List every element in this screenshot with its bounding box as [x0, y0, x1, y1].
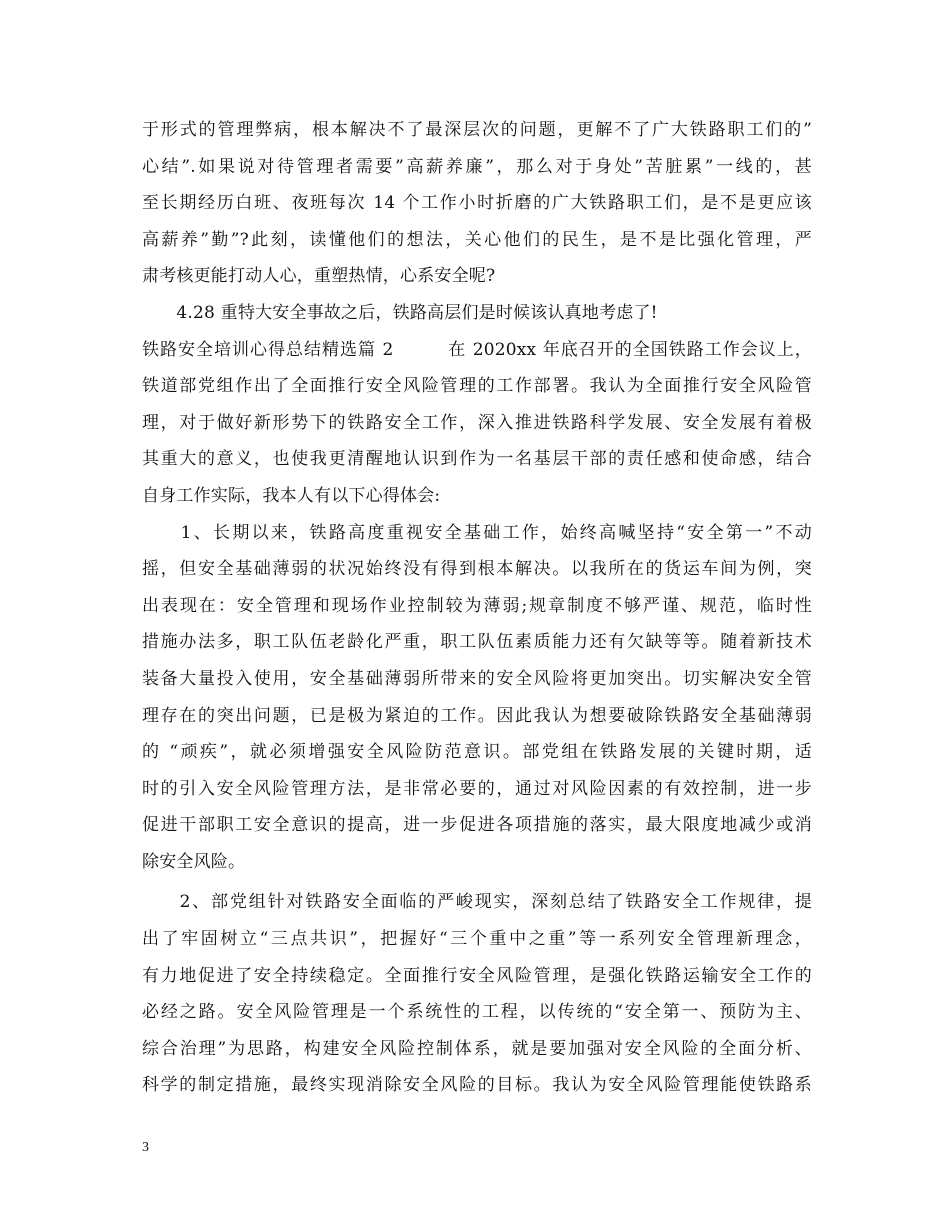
text-line: 铁道部党组作出了全面推行安全风险管理的工作部署。我认为全面推行安全风险管: [142, 376, 812, 397]
text-line: 4.28 重特大安全事故之后，铁路高层们是时候该认真地考虑了!: [142, 302, 658, 323]
text-line: 促进干部职工安全意识的提高，进一步促进各项措施的落实，最大限度地减少或消: [142, 815, 812, 836]
text-line: 肃考核更能打动人心，重塑热情，心系安全呢?: [142, 266, 496, 287]
text-line: 科学的制定措施，最终实现消除安全风险的目标。我认为安全风险管理能使铁路系: [142, 1075, 812, 1096]
text-line: 装备大量投入使用，安全基础薄弱所带来的安全风险将更加突出。切实解决安全管: [142, 668, 812, 689]
text-line: 时的引入安全风险管理方法，是非常必要的，通过对风险因素的有效控制，进一步: [142, 778, 812, 799]
text-line: 心结”.如果说对待管理者需要”高薪养廉”，那么对于身处”苦脏累”一线的，甚: [142, 156, 812, 177]
text-line: 理，对于做好新形势下的铁路安全工作，深入推进铁路科学发展、安全发展有着极: [142, 412, 812, 433]
text-line: 措施办法多，职工队伍老龄化严重，职工队伍素质能力还有欠缺等等。随着新技术: [142, 632, 812, 653]
section-paragraph: [142, 332, 812, 515]
paragraph: [142, 515, 812, 881]
paragraph: [142, 112, 812, 295]
text-line: 自身工作实际，我本人有以下心得体会:: [142, 485, 441, 506]
text-line: 出了牢固树立“三点共识”，把握好“三个重中之重”等一系列安全管理新理念，: [142, 929, 812, 950]
text-line: 其重大的意义，也使我更清醒地认识到作为一名基层干部的责任感和使命感，结合: [142, 449, 812, 470]
document-body: [142, 112, 812, 1104]
text-line: 除安全风险。: [142, 851, 246, 872]
text-line: 必经之路。安全风险管理是一个系统性的工程，以传统的“安全第一、预防为主、: [142, 1002, 812, 1023]
text-line: 至长期经历白班、夜班每次 14 个工作小时折磨的广大铁路职工们，是不是更应该: [142, 193, 812, 214]
text-line: 的 “顽疾”，就必须增强安全风险防范意识。部党组在铁路发展的关键时期，适: [142, 742, 812, 763]
text-line: 于形式的管理弊病，根本解决不了最深层次的问题，更解不了广大铁路职工们的”: [142, 120, 812, 140]
paragraph: [142, 884, 812, 1104]
text-line: 1、长期以来，铁路高度重视安全基础工作，始终高喊坚持“安全第一”不动: [142, 522, 812, 543]
section-heading-line: 铁路安全培训心得总结精选篇 2 在 2020xx 年底召开的全国铁路工作会议上，: [142, 339, 812, 360]
text-line: 理存在的突出问题，已是极为紧迫的工作。因此我认为想要破除铁路安全基础薄弱: [142, 705, 812, 726]
text-line: 2、部党组针对铁路安全面临的严峻现实，深刻总结了铁路安全工作规律，提: [142, 892, 812, 913]
text-line: 高薪养”勤”?此刻，读懂他们的想法，关心他们的民生，是不是比强化管理，严: [142, 229, 812, 250]
text-line: 有力地促进了安全持续稳定。全面推行安全风险管理，是强化铁路运输安全工作的: [142, 965, 812, 986]
text-line: 综合治理”为思路，构建安全风险控制体系，就是要加强对安全风险的全面分析、: [142, 1038, 812, 1059]
text-line: 摇，但安全基础薄弱的状况始终没有得到根本解决。以我所在的货运车间为例，突: [142, 559, 812, 580]
paragraph: [142, 295, 812, 332]
page-number: 3: [142, 1140, 149, 1155]
text-line: 出表现在：安全管理和现场作业控制较为薄弱;规章制度不够严谨、规范，临时性: [142, 595, 812, 616]
